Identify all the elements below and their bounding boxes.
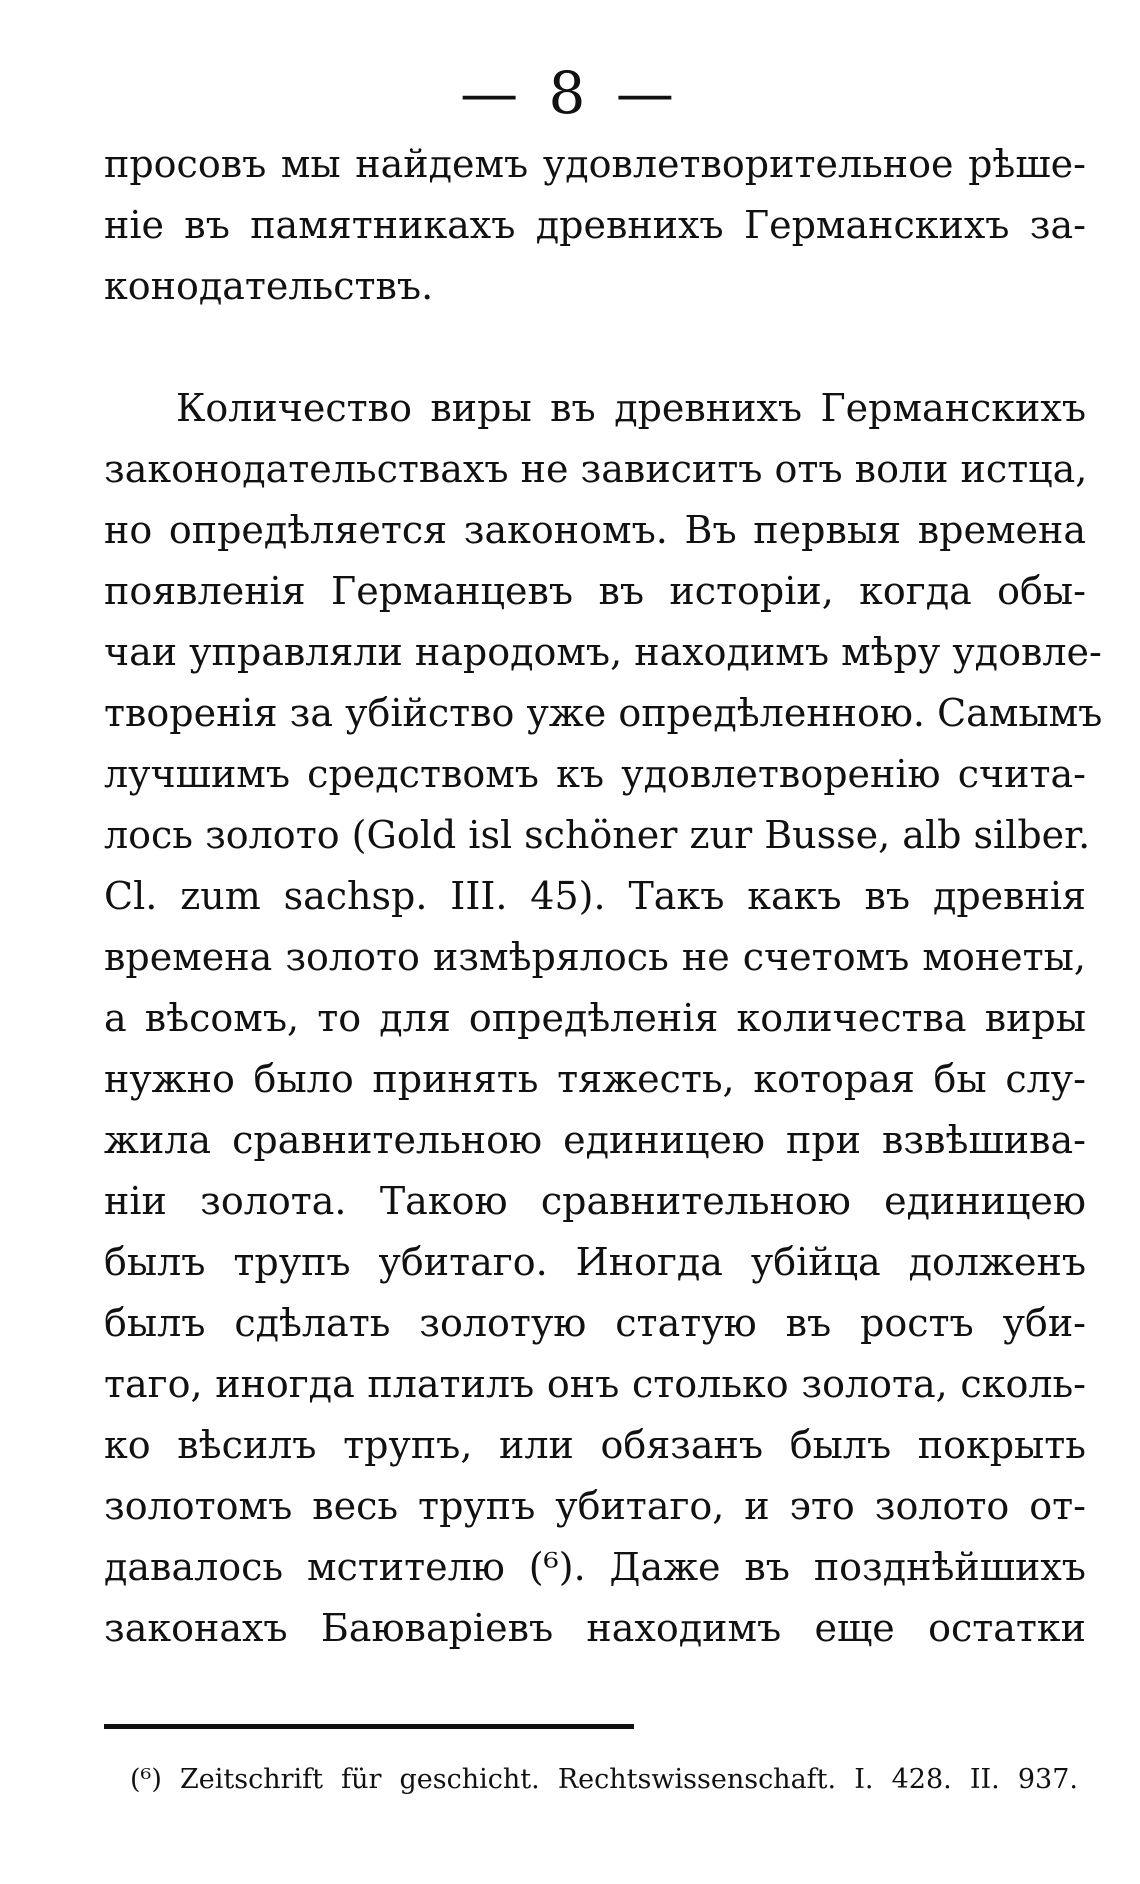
text-line: законахъ Баюваріевъ находимъ еще остатки xyxy=(104,1606,1086,1650)
text-line: таго, иногда платилъ онъ столько золота, сколь- xyxy=(104,1362,1086,1406)
text-line: но опредѣляется закономъ. Въ первыя времена xyxy=(104,508,1086,552)
text-line: лось золото (Gold isl schöner zur Busse, alb silber. xyxy=(104,813,1091,857)
text-line: Количество виры въ древнихъ Германскихъ xyxy=(176,386,1086,430)
text-line: былъ сдѣлать золотую статую въ ростъ уби- xyxy=(104,1301,1086,1345)
paragraph-2 xyxy=(104,378,1103,1659)
text-line: ніи золота. Такою сравнительною единицею xyxy=(104,1179,1086,1223)
text-line: жила сравнительною единицею при взвѣшива- xyxy=(104,1118,1086,1162)
text-line: золотомъ весь трупъ убитаго, и это золото от- xyxy=(104,1484,1086,1528)
text-line: былъ трупъ убитаго. Иногда убійца долженъ xyxy=(104,1240,1086,1284)
text-line: нужно было принять тяжесть, которая бы слу- xyxy=(104,1057,1086,1101)
text-line: лучшимъ средствомъ къ удовлетворенію счита- xyxy=(104,752,1086,796)
text-line: просовъ мы найдемъ удовлетворительное рѣше- xyxy=(104,142,1086,186)
text-line: появленія Германцевъ въ исторіи, когда обы- xyxy=(104,569,1086,613)
text-line: Cl. zum sachsp. III. 45). Такъ какъ въ древнія xyxy=(104,874,1086,918)
page-number: — 8 — xyxy=(460,59,680,127)
text-line: времена золото измѣрялось не счетомъ монеты, xyxy=(104,935,1086,979)
text-line: а вѣсомъ, то для опредѣленія количества виры xyxy=(104,996,1086,1040)
text-line: чаи управляли народомъ, находимъ мѣру удовле- xyxy=(104,630,1102,674)
footnote-divider xyxy=(104,1724,634,1729)
footnote: (⁶) Zeitschrift für geschicht. Rechtswissenschaft. I. 428. II. 937. xyxy=(130,1764,1078,1795)
paragraph-1 xyxy=(104,134,1086,317)
text-line: творенія за убійство уже опредѣленною. Самымъ xyxy=(104,691,1103,735)
text-line: ко вѣсилъ трупъ, или обязанъ былъ покрыть xyxy=(104,1423,1086,1467)
text-line: давалось мстителю (⁶). Даже въ позднѣйшихъ xyxy=(104,1545,1086,1589)
text-line: законодательствахъ не зависитъ отъ воли истца, xyxy=(104,447,1088,491)
text-line: ніе въ памятникахъ древнихъ Германскихъ за- xyxy=(104,203,1086,247)
text-line: конодательствъ. xyxy=(104,264,434,308)
